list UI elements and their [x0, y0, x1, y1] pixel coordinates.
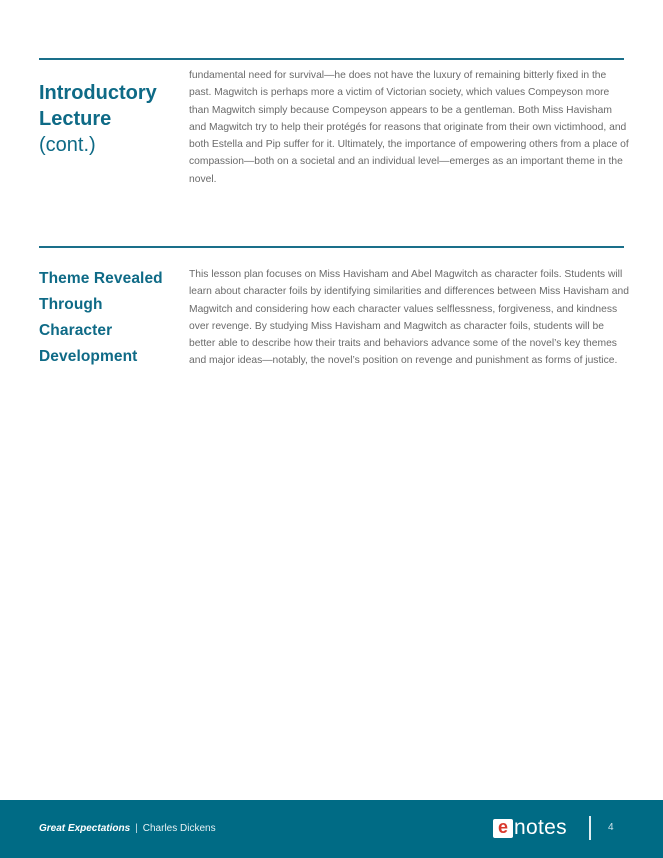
enotes-logo-e-icon: e	[493, 819, 513, 838]
section-divider-top	[39, 58, 624, 60]
section-divider-middle	[39, 246, 624, 248]
enotes-logo	[493, 817, 567, 839]
author-name: Charles Dickens	[142, 823, 216, 834]
section-body: This lesson plan focuses on Miss Havisham and Abel Magwitch as character foils. Students will learn about character foils by identifying similarities and differences between Miss Havisham and Magwitch and considering how each character values selflessness, forgiveness, and kindness over revenge. By studying Miss Havisham and Magwitch as character foils, students will be better able to describe how their traits and behaviors advance some of the novel’s key themes and major ideas—notably, the novel’s position on revenge and punishment as forms of justice.	[189, 269, 629, 367]
footer-divider	[589, 816, 591, 840]
section-title-bold: Introductory Lecture	[39, 82, 157, 130]
section-title	[39, 80, 179, 158]
enotes-logo-text: notes	[514, 816, 567, 839]
footer-separator: |	[135, 823, 138, 834]
section-title: Theme Revealed Through Character Development	[39, 270, 163, 365]
book-title: Great Expectations	[39, 823, 131, 834]
section-title-cont: (cont.)	[39, 134, 96, 156]
page-number: 4	[608, 822, 614, 833]
page-footer	[0, 800, 663, 858]
section-body: fundamental need for survival—he does not have the luxury of remaining bitterly fixed in the past. Magwitch is perhaps more a victim of Victorian society, which values Compeyson more than Magwitch simply because Compeyson appears to be a gentleman. Both Miss Havisham and Magwitch try to help their protégés for reasons that originate from their own victimhood, and both Estella and Pip suffer for it. Ultimately, the importance of empowering others from a place of compassion—both on a societal and an individual level—emerges as an important theme in the novel.	[189, 70, 629, 185]
footer-book-info	[39, 823, 216, 834]
